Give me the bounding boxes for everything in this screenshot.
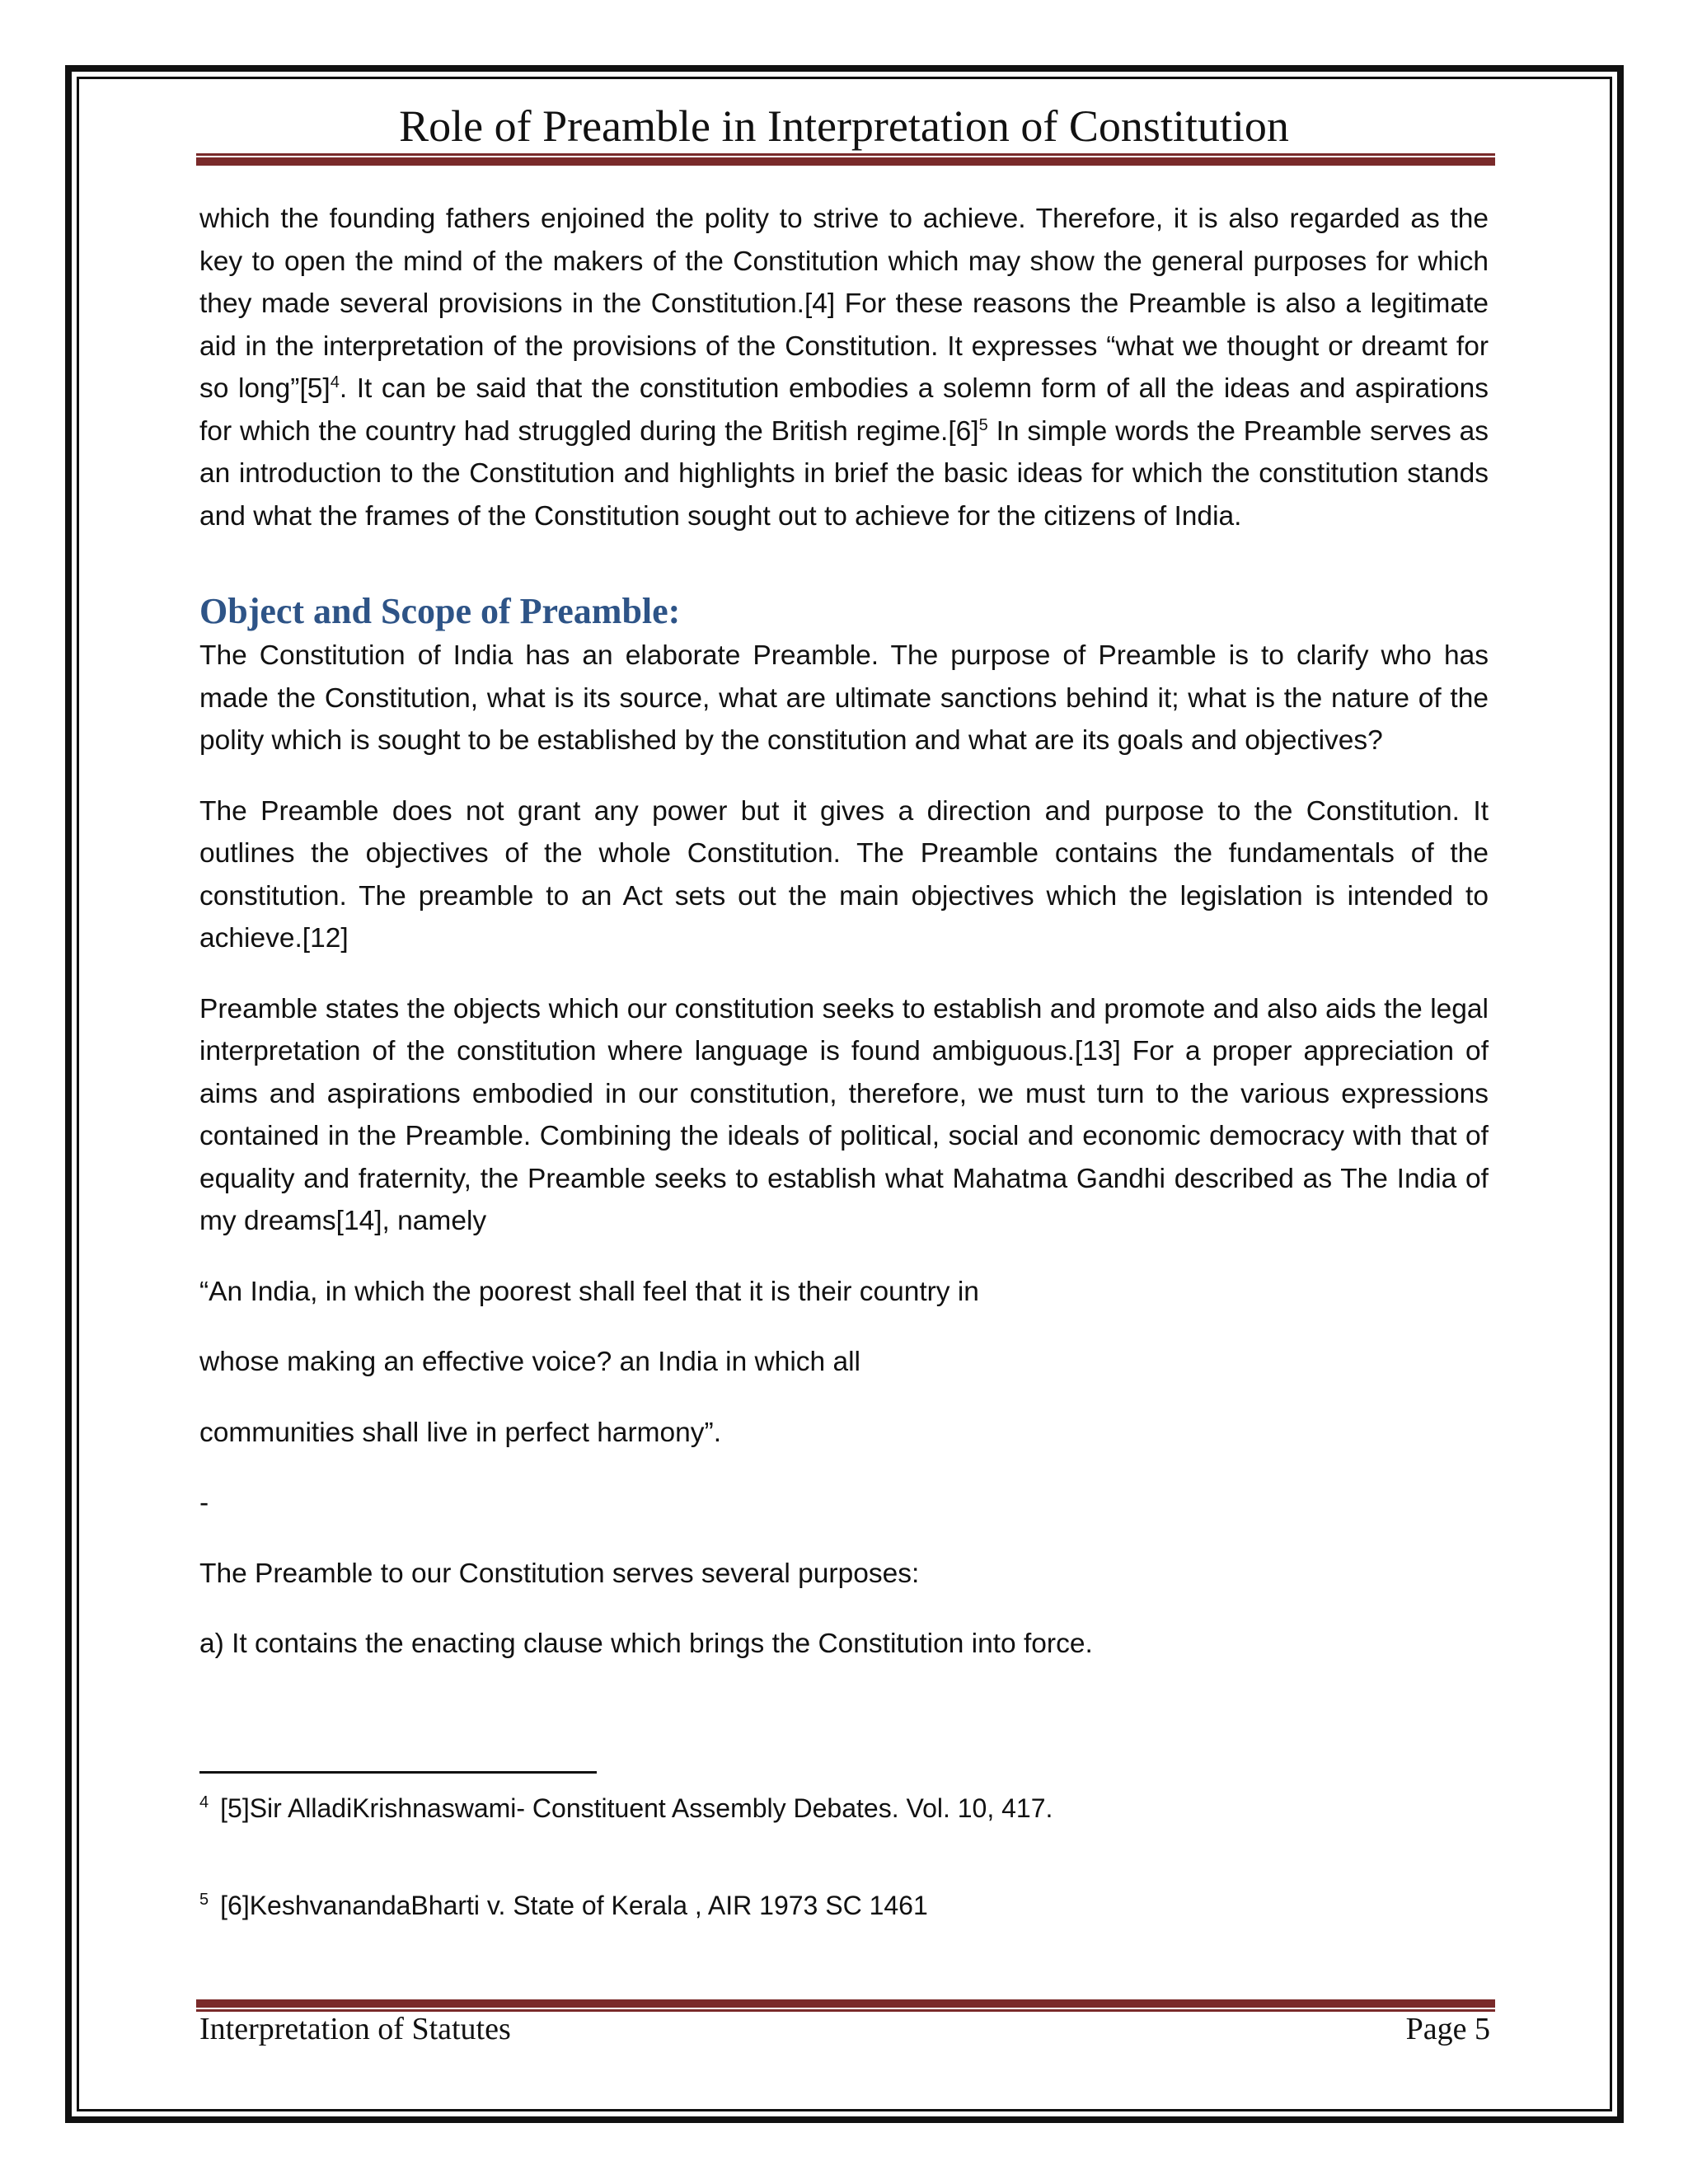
paragraph-purposes: The Preamble to our Constitution serves several purposes: [199, 1558, 920, 1589]
quote-line-3: communities shall live in perfect harmony”. [199, 1417, 722, 1448]
footnote-text: [5]Sir AlladiKrishnaswami- Constituent Assembly Debates. Vol. 10, 417. [220, 1793, 1053, 1823]
footnote-number: 4 [199, 1793, 209, 1812]
footnote-5 [199, 1887, 928, 1924]
paragraph-objects: Preamble states the objects which our constitution seeks to establish and promote and also aids the legal interpretation of the constitution where language is found ambiguous.[13] For a proper appreciation of aims and aspirations embodied in our constitution, therefore, we must turn to the various expressions contained in the Preamble. Combining the ideals of political, social and economic democracy with that of equality and fraternity, the Preamble seeks to establish what Mahatma Gandhi described as The India of my dreams[14], namely [199, 993, 1489, 1236]
header-rule-thick [196, 157, 1495, 166]
paragraph-direction: The Preamble does not grant any power but it gives a direction and purpose to the Constitution. It outlines the objectives of the whole Constitution. The Preamble contains the fundamentals of the constitution. The preamble to an Act sets out the main objectives which the legislation is intended to achieve.[12] [199, 795, 1489, 954]
page-number: Page 5 [1405, 2012, 1490, 2046]
dash-line: - [199, 1488, 209, 1518]
paragraph-object: The Constitution of India has an elaborate Preamble. The purpose of Preamble is to clarify who has made the Constitution, what is its source, what are ultimate sanctions behind it; what is the nature of the polity which is sought to be established by the constitution and what are its goals and objectives? [199, 640, 1489, 756]
footnote-4 [199, 1790, 1053, 1826]
body-content [199, 198, 1489, 1666]
footnote-number: 5 [199, 1891, 209, 1910]
section-heading: Object and Scope of Preamble: [199, 591, 681, 631]
footnote-ref-4[interactable]: 4 [330, 373, 340, 391]
paragraph-enacting-clause: a) It contains the enacting clause which brings the Constitution into force. [199, 1629, 1093, 1659]
footnote-ref-5[interactable]: 5 [978, 415, 988, 434]
footnote-text: [6]KeshvanandaBharti v. State of Kerala , AIR 1973 SC 1461 [220, 1891, 928, 1920]
footnote-separator [199, 1771, 597, 1774]
footer-rule-thick [196, 1999, 1495, 2008]
paragraph-intro: which the founding fathers enjoined the polity to strive to achieve. Therefore, it is also regarded as the key to open the mind of the makers of the Constitution which may show the general purposes for which they made several provisions in the Constitution.[4] For these reasons the Preamble is also a legitimate aid in the interpretation of the provisions of the Constitution. It expresses “what we thought or dreamt for so $long”[5]^4$. It can be said that the constitution embodies a solemn form of all the ideas and aspirations for which the country had struggled during the British $regime.[6]^5$ In simple words the Preamble serves as an introduction to the Constitution and highlights in brief the basic ideas for which the constitution stands and what the frames of the Constitution sought out to achieve for the citizens of India. [199, 204, 1489, 532]
header-rule-thin [196, 153, 1495, 156]
footer-title: Interpretation of Statutes [199, 2012, 511, 2046]
header-title: Role of Preamble in Interpretation of Constitution [399, 101, 1289, 151]
quote-line-2: whose making an effective voice? an India in which all [199, 1347, 860, 1377]
quote-line-1: “An India, in which the poorest shall feel that it is their country in [199, 1276, 979, 1307]
